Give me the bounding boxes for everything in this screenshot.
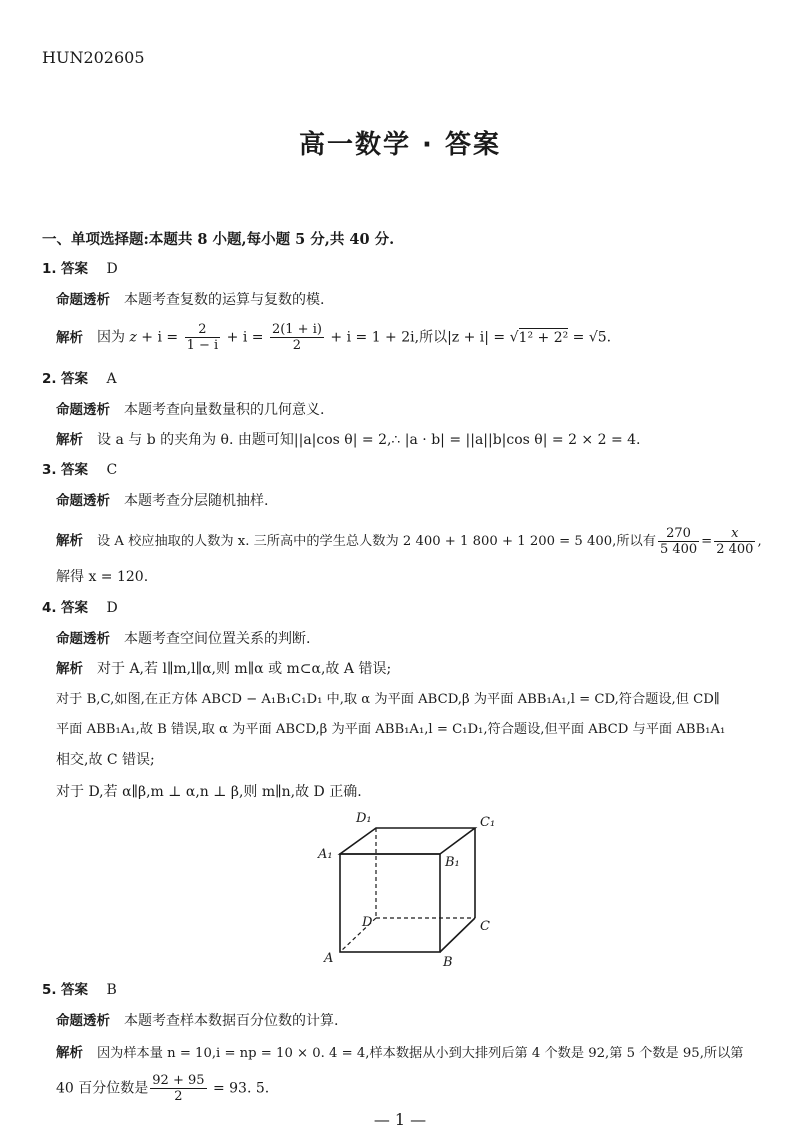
answer-label: 答案 bbox=[60, 982, 88, 998]
q4-analysis-line-2: 对于 B,C,如图,在正方体 ABCD − A₁B₁C₁D₁ 中,取 α 为平面 ABCD,β 为平面 ABB₁A₁,l = CD,符合题设,但 CD∥ bbox=[56, 692, 720, 707]
q5-answer-line bbox=[42, 980, 117, 1000]
analysis-label: 解析 bbox=[56, 661, 83, 677]
q1-analysis: 解析 因为 z + i = $\frac{2}{1 - i}$ + i = $\frac{2(1 + i)}{2}$ + i = 1 + 2i,所以|z + i| = √1² + 2² = √5. bbox=[56, 322, 612, 353]
q1-analysis-mid: + i = 1 + 2i,所以|z + i| = bbox=[325, 329, 510, 346]
q2-intent-text: 本题考查向量数量积的几何意义. bbox=[124, 402, 325, 418]
q1-number: 1. bbox=[42, 261, 57, 277]
q3-intent bbox=[56, 491, 268, 511]
q2-number: 2. bbox=[42, 371, 57, 387]
page-number: — 1 — bbox=[373, 1110, 427, 1129]
q5-number: 5. bbox=[42, 982, 57, 998]
q1-fraction-1: $\frac{2}{1 - i}$ bbox=[186, 322, 219, 353]
q3-answer: C bbox=[106, 462, 118, 478]
q1-answer-line bbox=[42, 259, 118, 279]
answer-label: 答案 bbox=[60, 371, 88, 387]
q1-fraction-2: $\frac{2(1 + i)}{2}$ bbox=[271, 322, 322, 353]
intent-label: 命题透析 bbox=[56, 1013, 110, 1029]
label-a1: A₁ bbox=[318, 847, 333, 862]
q3-number: 3. bbox=[42, 462, 57, 478]
q5-analysis-pre: 40 百分位数是 bbox=[56, 1080, 149, 1097]
edge-bc bbox=[440, 918, 475, 952]
analysis-label: 解析 bbox=[56, 432, 83, 448]
top-face bbox=[340, 828, 475, 854]
document-code: HUN202605 bbox=[42, 48, 145, 67]
q3-fraction-2: $\frac{x}{2 400}$ bbox=[716, 526, 754, 557]
answer-label: 答案 bbox=[60, 261, 88, 277]
cube-figure bbox=[300, 808, 520, 974]
q4-analysis-line-3: 平面 ABB₁A₁,故 B 错误,取 α 为平面 ABCD,β 为平面 ABB₁A₁,l = C₁D₁,符合题设,但平面 ABCD 与平面 ABB₁A₁ bbox=[56, 722, 726, 737]
answer-label: 答案 bbox=[60, 600, 88, 616]
q3-fraction-1: $\frac{270}{5 400}$ bbox=[659, 526, 698, 557]
q4-intent-text: 本题考查空间位置关系的判断. bbox=[124, 631, 311, 647]
q5-analysis-line-2 bbox=[56, 1073, 269, 1104]
q4-analysis-line-1: 对于 A,若 l∥m,l∥α,则 m∥α 或 m⊂α,故 A 错误; bbox=[97, 661, 392, 677]
q4-number: 4. bbox=[42, 600, 57, 616]
q4-intent bbox=[56, 629, 310, 649]
q1-analysis-text: 因为 bbox=[97, 329, 130, 346]
q3-analysis: 解析 设 A 校应抽取的人数为 x. 三所高中的学生总人数为 2 400 + 1 800 + 1 200 = 5 400,所以有 $\frac{270}{5 400}$ = $\frac{x}{2 400}$ , bbox=[56, 526, 762, 557]
label-b1: B₁ bbox=[445, 855, 460, 870]
q4-analysis-line-5: 对于 D,若 α∥β,m ⊥ α,n ⊥ β,则 m∥n,故 D 正确. bbox=[56, 784, 362, 800]
q2-intent bbox=[56, 400, 324, 420]
q3-analysis-line2: 解得 x = 120. bbox=[56, 569, 149, 585]
section-heading: 一、单项选择题:本题共 8 小题,每小题 5 分,共 40 分. bbox=[42, 231, 395, 248]
q2-answer: A bbox=[106, 371, 117, 387]
q3-intent-text: 本题考查分层随机抽样. bbox=[124, 493, 269, 509]
label-c1: C₁ bbox=[480, 815, 496, 830]
q5-intent-text: 本题考查样本数据百分位数的计算. bbox=[124, 1013, 339, 1029]
q4-answer: D bbox=[106, 600, 118, 616]
intent-label: 命题透析 bbox=[56, 292, 110, 308]
analysis-label: 解析 bbox=[56, 1045, 83, 1061]
q5-answer: B bbox=[106, 982, 117, 998]
label-d1: D₁ bbox=[356, 811, 372, 826]
q5-fraction: $\frac{92 + 95}{2}$ bbox=[152, 1073, 205, 1104]
intent-label: 命题透析 bbox=[56, 493, 110, 509]
label-b: B bbox=[443, 955, 453, 970]
q4-answer-line bbox=[42, 598, 118, 618]
q3-answer-line bbox=[42, 460, 117, 480]
label-c: C bbox=[480, 919, 490, 934]
q1-answer: D bbox=[106, 261, 118, 277]
analysis-label: 解析 bbox=[56, 533, 83, 549]
q3-analysis-text: 设 A 校应抽取的人数为 x. 三所高中的学生总人数为 2 400 + 1 800 + 1 200 = 5 400,所以有 bbox=[97, 534, 656, 549]
q2-answer-line bbox=[42, 369, 117, 389]
q1-intent bbox=[56, 290, 324, 310]
q5-intent bbox=[56, 1011, 338, 1031]
q5-analysis bbox=[56, 1043, 743, 1064]
label-a: A bbox=[324, 951, 334, 966]
q5-analysis-line-1: 因为样本量 n = 10,i = np = 10 × 0. 4 = 4,样本数据从小到大排列后第 4 个数是 92,第 5 个数是 95,所以第 bbox=[97, 1046, 744, 1061]
q4-analysis bbox=[56, 659, 391, 679]
q2-analysis-text: 设 a 与 b 的夹角为 θ. 由题可知||a|cos θ| = 2,∴ |a · b| = ||a||b|cos θ| = 2 × 2 = 4. bbox=[97, 432, 641, 448]
q1-sqrt: 1² + 2² bbox=[518, 329, 569, 346]
answer-label: 答案 bbox=[60, 462, 88, 478]
page-title: 高一数学 · 答案 bbox=[299, 130, 501, 160]
label-d: D bbox=[362, 915, 373, 930]
intent-label: 命题透析 bbox=[56, 631, 110, 647]
q4-analysis-line-4: 相交,故 C 错误; bbox=[56, 752, 155, 768]
q1-analysis-end: = √5. bbox=[568, 329, 612, 346]
q1-intent-text: 本题考查复数的运算与复数的模. bbox=[124, 292, 325, 308]
intent-label: 命题透析 bbox=[56, 402, 110, 418]
q5-analysis-end: = 93. 5. bbox=[208, 1080, 270, 1097]
q2-analysis bbox=[56, 430, 641, 450]
analysis-label: 解析 bbox=[56, 329, 83, 346]
